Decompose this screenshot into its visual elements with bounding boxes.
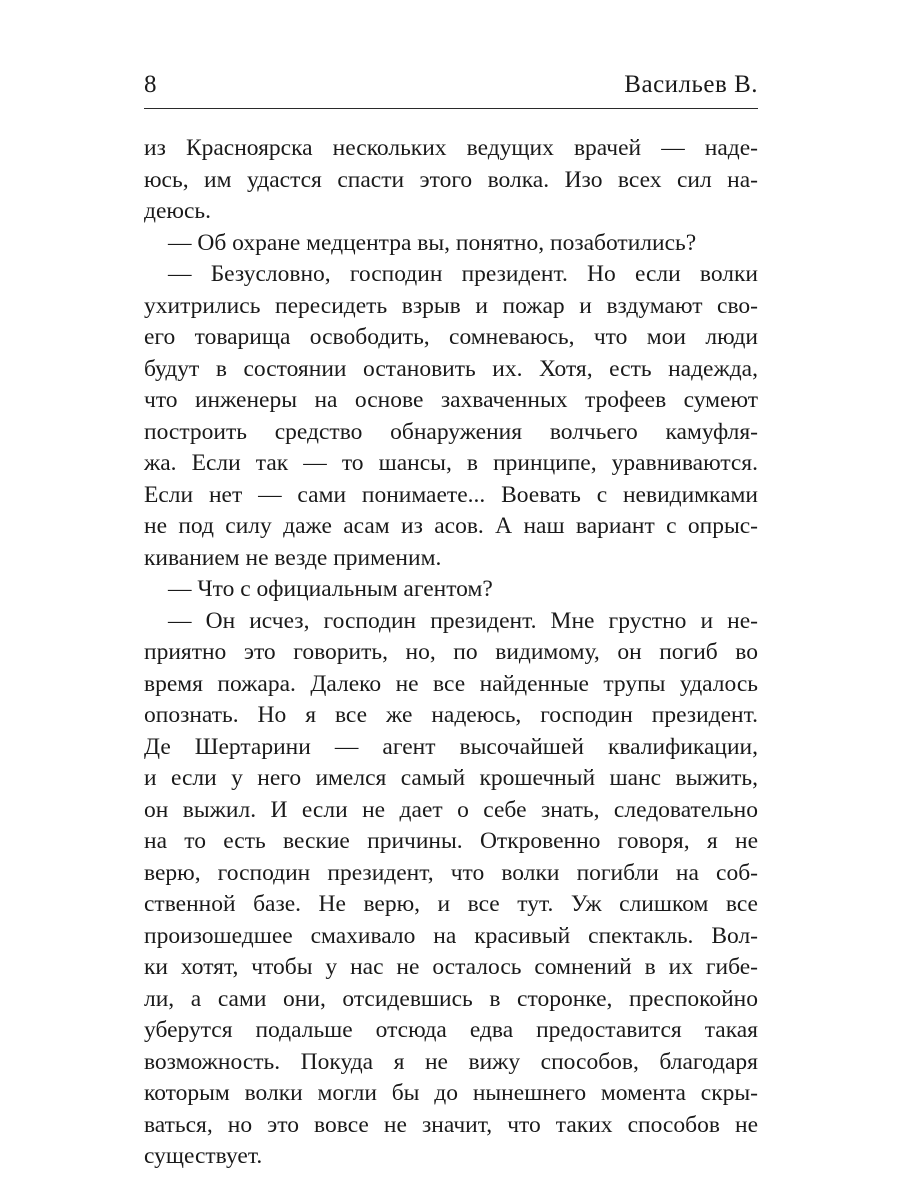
text-line: уберутся подальше отсюда едва предоставится такая	[144, 1017, 758, 1043]
text-line: не под силу даже асам из асов. А наш вариант с опрыс-	[144, 513, 758, 539]
text-line: что инженеры на основе захваченных трофеев сумеют	[144, 387, 758, 413]
text-line: ли, а сами они, отсидевшись в сторонке, преспокойно	[144, 985, 758, 1012]
text-line: юсь, им удастся спасти этого волка. Изо всех сил на-	[144, 166, 758, 193]
text-line: которым волки могли бы до нынешнего момента скры-	[144, 1080, 758, 1106]
text-line: его товарища освободить, сомневаюсь, что мои люди	[144, 324, 758, 350]
text-line: на то есть веские причины. Откровенно говоря, я не	[144, 828, 758, 854]
text-line: ухитрились пересидеть взрыв и пожар и вздумают сво-	[144, 292, 758, 319]
text-line: верю, господин президент, что волки погибли на соб-	[144, 859, 758, 886]
text-line: из Красноярска нескольких ведущих врачей — наде-	[144, 135, 758, 161]
text-line: Если нет — сами понимаете... Воевать с невидимками	[144, 481, 758, 508]
text-line: построить средство обнаружения волчьего камуфля-	[144, 418, 758, 445]
text-line: опознать. Но я все же надеюсь, господин президент.	[144, 702, 758, 728]
text-line: он выжил. И если не дает о себе знать, следовательно	[144, 796, 758, 823]
text-line: ственной базе. Не верю, и все тут. Уж слишком все	[144, 891, 758, 917]
page-number: 8	[144, 71, 157, 98]
text-line: Де Шертарини — агент высочайшей квалификации,	[144, 733, 758, 760]
text-line: время пожара. Далеко не все найденные трупы удалось	[144, 670, 758, 697]
text-line: возможность. Покуда я не вижу способов, благодаря	[144, 1048, 758, 1075]
text-line: — Он исчез, господин президент. Мне грустно и не-	[168, 607, 758, 634]
text-line: — Безусловно, господин президент. Но если волки	[168, 261, 758, 287]
text-line: произошедшее смахивало на красивый спектакль. Вол-	[144, 922, 758, 949]
text-line: и если у него имелся самый крошечный шанс выжить,	[144, 765, 758, 791]
text-line: жа. Если так — то шансы, в принципе, уравниваются.	[144, 450, 758, 476]
text-line: киванием не везде применим.	[144, 544, 442, 571]
text-line: существует.	[144, 1143, 263, 1169]
text-line: ки хотят, чтобы у нас не осталось сомнений в их гибе-	[144, 954, 758, 980]
text-line: будут в состоянии остановить их. Хотя, есть надежда,	[144, 355, 758, 382]
text-line: — Что с официальным агентом?	[168, 576, 493, 602]
text-line: деюсь.	[144, 198, 211, 224]
text-line: ваться, но это вовсе не значит, что таких способов не	[144, 1111, 758, 1138]
text-line: — Об охране медцентра вы, понятно, позаботились?	[168, 229, 697, 256]
page-header	[144, 68, 758, 109]
text-line: приятно это говорить, но, по видимому, он погиб во	[144, 639, 758, 665]
body-text	[144, 133, 758, 1173]
running-head: Васильев В.	[624, 71, 758, 98]
